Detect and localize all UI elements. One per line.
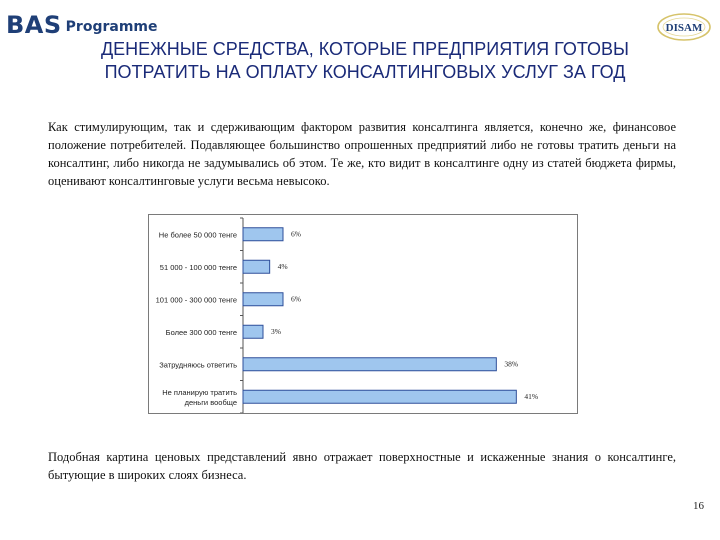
value-label-5: 41% bbox=[524, 391, 539, 401]
bar-4 bbox=[243, 358, 496, 371]
title-line-2: ПОТРАТИТЬ НА ОПЛАТУ КОНСАЛТИНГОВЫХ УСЛУГ ЗА ГОД bbox=[104, 62, 626, 82]
category-label-3: Более 300 000 тенге bbox=[165, 327, 237, 337]
value-label-2: 6% bbox=[291, 294, 301, 304]
title-line-1: ДЕНЕЖНЫЕ СРЕДСТВА, КОТОРЫЕ ПРЕДПРИЯТИЯ ГОТОВЫ bbox=[100, 39, 629, 59]
value-label-3: 3% bbox=[271, 326, 281, 336]
page-number: 16 bbox=[693, 500, 704, 512]
category-label-5: Не планирую тратить деньги вообще bbox=[162, 387, 237, 407]
bar-0 bbox=[243, 228, 283, 241]
value-label-4: 38% bbox=[504, 359, 519, 369]
intro-paragraph: Как стимулирующим, так и сдерживающим фактором развития консалтинга является, конечно же, финансовое положение потребителей. Подавляющее большинство опрошенных предприятий либо не готовы тратить деньги на консалтинг, либо никогда не задумывались об этом. Те же, кто видит в консалтинге одну из статей бюджета фирмы, оценивают консалтинговые услуги весьма невысоко. bbox=[48, 120, 676, 188]
logo-bas-text: BAS bbox=[6, 11, 62, 39]
category-label-0: Не более 50 000 тенге bbox=[158, 230, 237, 240]
value-label-0: 6% bbox=[291, 229, 301, 239]
value-label-1: 4% bbox=[277, 261, 288, 271]
bar-chart bbox=[148, 214, 578, 414]
category-label-2: 101 000 - 300 000 тенге bbox=[155, 295, 237, 305]
bar-3 bbox=[243, 325, 263, 338]
page-title bbox=[40, 38, 690, 84]
bar-2 bbox=[243, 293, 283, 306]
bas-programme-logo bbox=[6, 10, 158, 39]
bar-5 bbox=[243, 390, 516, 403]
logo-programme-text: Programme bbox=[65, 19, 158, 35]
chart-canvas bbox=[149, 215, 577, 413]
bar-1 bbox=[243, 260, 270, 273]
disam-logo-text: DISAM bbox=[665, 22, 703, 34]
category-label-4: Затрудняюсь ответить bbox=[159, 360, 237, 370]
category-label-1: 51 000 - 100 000 тенге bbox=[159, 262, 237, 272]
conclusion-paragraph: Подобная картина ценовых представлений явно отражает поверхностные и искаженные знания о консалтинге, бытующие в широких слоях бизнеса. bbox=[48, 450, 676, 482]
